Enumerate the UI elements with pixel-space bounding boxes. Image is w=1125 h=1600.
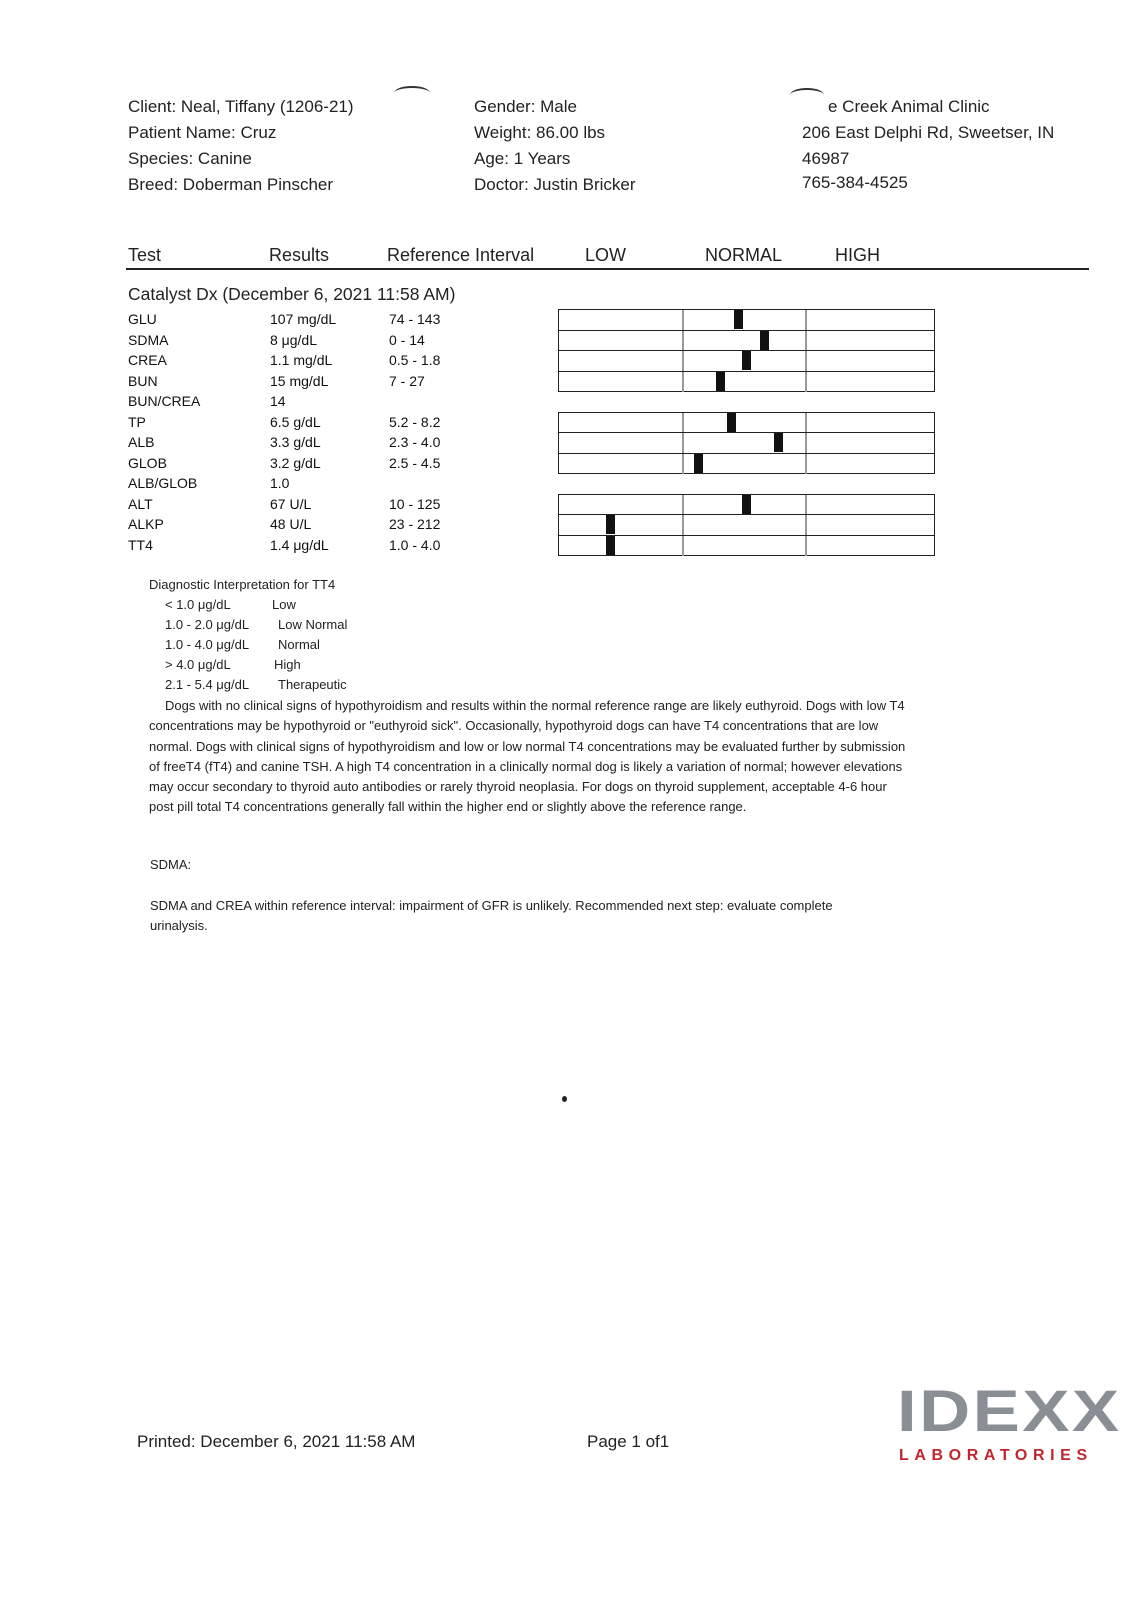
tt4-range-label: Low (272, 597, 296, 612)
result-marker (734, 310, 743, 329)
tt4-range: < 1.0 μg/dL (165, 597, 231, 612)
page-number: Page 1 of1 (587, 1432, 670, 1451)
bar-group (558, 309, 935, 392)
result-result: 14 (270, 393, 286, 409)
panel-title: Catalyst Dx (December 6, 2021 11:58 AM) (128, 284, 456, 304)
age: Age: 1 Years (474, 149, 571, 168)
result-ref: 0.5 - 1.8 (389, 352, 441, 368)
result-result: 3.3 g/dL (270, 434, 321, 450)
range-divider (682, 413, 684, 433)
result-ref: 74 - 143 (389, 311, 441, 327)
result-result: 1.1 mg/dL (270, 352, 333, 368)
range-divider (682, 372, 684, 393)
bar-row (559, 433, 934, 454)
scan-mark (394, 86, 430, 100)
col-low: LOW (585, 245, 627, 265)
result-test: TT4 (128, 536, 153, 553)
range-divider (805, 331, 807, 351)
result-test: BUN (128, 372, 158, 389)
result-test: GLOB (128, 454, 167, 471)
result-marker (774, 433, 783, 452)
clinic-address: 206 East Delphi Rd, Sweetser, IN (802, 123, 1055, 142)
result-test: TP (128, 413, 146, 430)
col-high: HIGH (835, 245, 880, 265)
result-ref: 2.3 - 4.0 (389, 434, 441, 450)
range-divider (805, 536, 807, 557)
result-result: 48 U/L (270, 516, 312, 532)
result-marker (760, 331, 769, 350)
result-result: 1.4 μg/dL (270, 536, 329, 553)
tt4-range-label: Low Normal (278, 617, 348, 632)
range-divider (805, 413, 807, 433)
bar-row (559, 536, 934, 557)
result-marker (716, 372, 725, 391)
clinic-phone: 765-384-4525 (802, 173, 908, 192)
result-result: 1.0 (270, 475, 290, 491)
result-result: 67 U/L (270, 495, 312, 512)
col-test: Test (128, 245, 162, 265)
range-divider (805, 372, 807, 393)
tt4-range: 1.0 - 2.0 μg/dL (165, 617, 250, 632)
bar-row (559, 310, 934, 331)
tt4-range-label: High (274, 657, 301, 672)
range-divider (805, 454, 807, 475)
result-result: 15 mg/dL (270, 372, 329, 389)
header-divider (126, 268, 1089, 270)
result-marker (606, 515, 615, 534)
result-ref: 1.0 - 4.0 (389, 536, 441, 553)
result-result: 107 mg/dL (270, 311, 337, 327)
clinic-zip: 46987 (802, 149, 850, 168)
range-divider (682, 454, 684, 475)
bar-group (558, 412, 935, 475)
result-marker (742, 351, 751, 370)
range-divider (805, 351, 807, 371)
col-reference: Reference Interval (387, 245, 535, 265)
result-ref: 7 - 27 (389, 372, 425, 389)
tt4-interpretation-text: Dogs with no clinical signs of hypothyroidism and results within the normal reference range are likely euthyroid. Dogs with low T4 concentrations may be hypothyroid or "euthyroid sick". Occasionally, hypothyroid dogs can have T4 concentrations that are low normal. Dogs with clinical signs of hypothyroidism and low or low normal T4 concentrations may be evaluated further by submission of freeT4 (fT4) and canine TSH. A high T4 concentration in a clinically normal dog is likely a variation of normal; however elevations may occur secondary to thyroid auto antibodies or rarely thyroid neoplasia. For dogs on thyroid supplement, acceptable 4-6 hour post pill total T4 concentrations generally fall within the higher end or slightly above the reference range. (149, 698, 906, 815)
result-marker (694, 454, 703, 473)
scan-mark (790, 88, 824, 102)
logo-wordmark: IDEXX (897, 1379, 1122, 1444)
tt4-range-label: Therapeutic (278, 677, 347, 692)
tt4-range: > 4.0 μg/dL (165, 657, 231, 672)
result-ref: 5.2 - 8.2 (389, 413, 441, 430)
tt4-range: 1.0 - 4.0 μg/dL (165, 637, 250, 652)
bar-group (558, 494, 935, 557)
range-divider (682, 536, 684, 557)
doctor: Doctor: Justin Bricker (474, 175, 636, 194)
range-divider (682, 495, 684, 515)
logo-subtitle: LABORATORIES (899, 1447, 1093, 1464)
range-divider (805, 515, 807, 535)
tt4-range: 2.1 - 5.4 μg/dL (165, 677, 250, 692)
result-test: BUN/CREA (128, 393, 201, 409)
bar-row (559, 495, 934, 516)
result-test: CREA (128, 352, 167, 368)
range-divider (805, 433, 807, 453)
col-normal: NORMAL (705, 245, 783, 265)
result-test: ALB/GLOB (128, 475, 198, 491)
scan-speck (562, 1096, 567, 1102)
result-ref: 0 - 14 (389, 331, 425, 348)
result-ref: 23 - 212 (389, 516, 441, 532)
client-name: Client: Neal, Tiffany (1206-21) (128, 97, 354, 116)
sdma-title: SDMA: (150, 857, 192, 872)
printed-date: Printed: December 6, 2021 11:58 AM (137, 1432, 416, 1451)
bar-row (559, 351, 934, 372)
range-divider (682, 331, 684, 351)
range-divider (682, 433, 684, 453)
species: Species: Canine (128, 149, 252, 168)
result-test: GLU (128, 311, 157, 327)
result-marker (727, 413, 736, 432)
result-marker (742, 495, 751, 514)
result-test: ALKP (128, 516, 164, 532)
result-test: SDMA (128, 331, 169, 348)
result-test: ALB (128, 434, 155, 450)
range-divider (805, 310, 807, 330)
range-divider (682, 351, 684, 371)
result-test: ALT (128, 495, 153, 512)
range-divider (682, 310, 684, 330)
breed: Breed: Doberman Pinscher (128, 175, 334, 194)
bar-row (559, 515, 934, 536)
bar-row (559, 331, 934, 352)
range-divider (682, 515, 684, 535)
result-ref: 10 - 125 (389, 495, 441, 512)
result-result: 6.5 g/dL (270, 413, 321, 430)
result-result: 8 μg/dL (270, 331, 317, 348)
weight: Weight: 86.00 lbs (474, 123, 606, 142)
tt4-title: Diagnostic Interpretation for TT4 (149, 577, 336, 592)
result-marker (606, 536, 615, 555)
col-results: Results (269, 245, 330, 265)
bar-row (559, 413, 934, 434)
range-divider (805, 495, 807, 515)
bar-row (559, 454, 934, 475)
result-result: 3.2 g/dL (270, 454, 321, 471)
gender: Gender: Male (474, 97, 577, 116)
result-ref: 2.5 - 4.5 (389, 454, 441, 471)
sdma-text: SDMA and CREA within reference interval: impairment of GFR is unlikely. Recommended next step: evaluate complete urinalysis. (150, 898, 833, 934)
clinic-name: e Creek Animal Clinic (828, 97, 990, 116)
bar-row (559, 372, 934, 393)
patient-name: Patient Name: Cruz (128, 123, 277, 142)
tt4-range-label: Normal (278, 637, 320, 652)
